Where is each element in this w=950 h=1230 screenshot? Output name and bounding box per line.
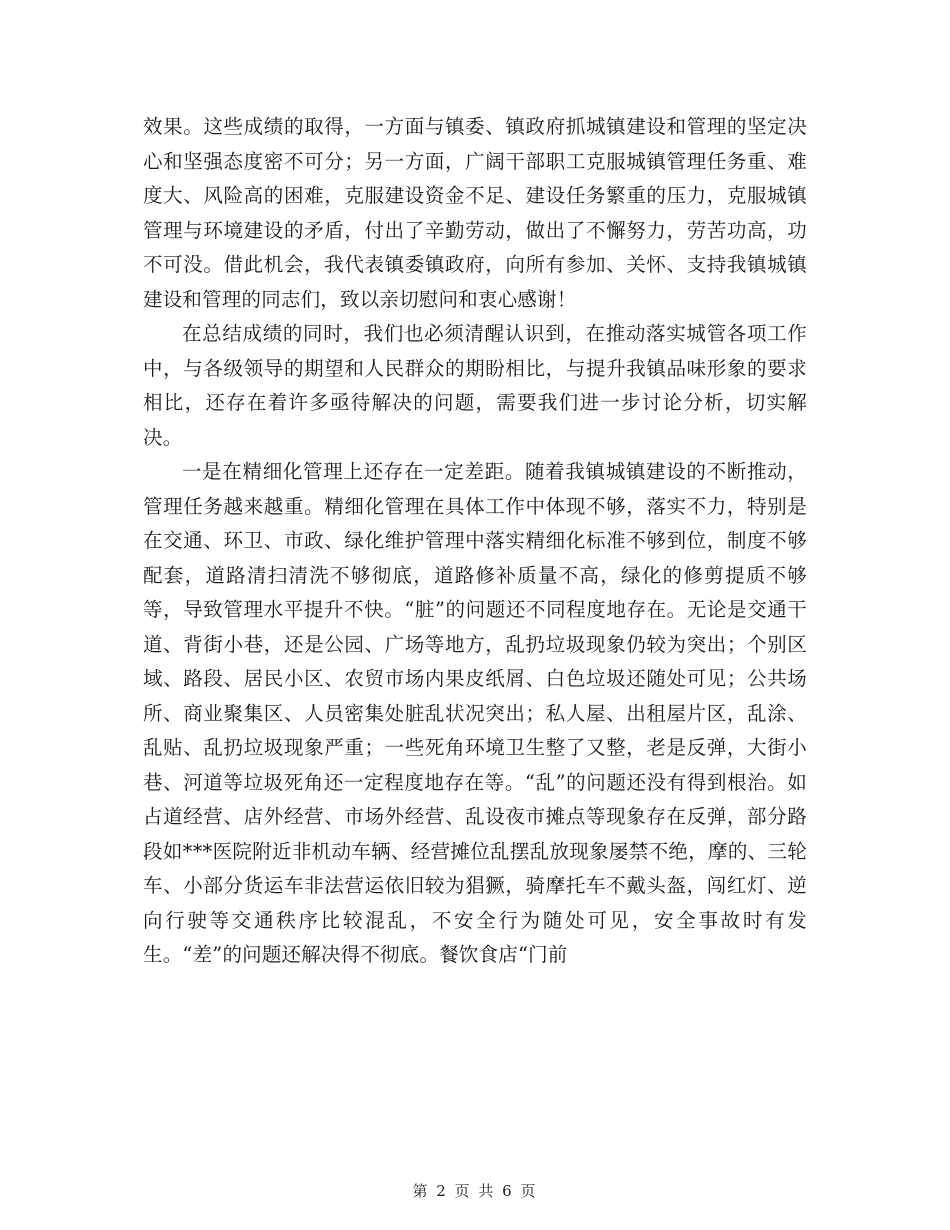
- paragraph-problems-intro: 在总结成绩的同时，我们也必须清醒认识到，在推动落实城管各项工作中，与各级领导的期望和人民群众的期盼相比，与提升我镇品味形象的要求相比，还存在着许多亟待解决的问题，需要我们进一步讨论分析，切实解决。: [143, 322, 807, 449]
- page-number-footer: 第 2 页 共 6 页: [412, 1182, 538, 1200]
- paragraph-acknowledgement: 效果。这些成绩的取得，一方面与镇委、镇政府抓城镇建设和管理的坚定决心和坚强态度密不可分；另一方面，广阔干部职工克服城镇管理任务重、难度大、风险高的困难，克服建设资金不足、建设任务繁重的压力，克服城镇管理与环境建设的矛盾，付出了辛勤劳动，做出了不懈努力，劳苦功高，功不可没。借此机会，我代表镇委镇政府，向所有参加、关怀、支持我镇城镇建设和管理的同志们，致以亲切慰问和衷心感谢！: [143, 115, 807, 311]
- paragraph-refined-management: 一是在精细化管理上还存在一定差距。随着我镇城镇建设的不断推动，管理任务越来越重。精细化管理在具体工作中体现不够，落实不力，特别是在交通、环卫、市政、绿化维护管理中落实精细化标准不够到位，制度不够配套，道路清扫清洗不够彻底，道路修补质量不高，绿化的修剪提质不够等，导致管理水平提升不快。“脏”的问题还不同程度地存在。无论是交通干道、背街小巷，还是公园、广场等地方，乱扔垃圾现象仍较为突出；个别区域、路段、居民小区、农贸市场内果皮纸屑、白色垃圾还随处可见；公共场所、商业聚集区、人员密集处脏乱状况突出；私人屋、出租屋片区，乱涂、乱贴、乱扔垃圾现象严重；一些死角环境卫生整了又整，老是反弹，大街小巷、河道等垃圾死角还一定程度地存在等。“乱”的问题还没有得到根治。如占道经营、店外经营、市场外经营、乱设夜市摊点等现象存在反弹，部分路段如***医院附近非机动车辆、经营摊位乱摆乱放现象屡禁不绝，摩的、三轮车、小部分货运车非法营运依旧较为猖獗，骑摩托车不戴头盔，闯红灯、逆向行驶等交通秩序比较混乱，不安全行为随处可见，安全事故时有发生。“差”的问题还解决得不彻底。餐饮食店“门前: [143, 460, 807, 966]
- document-body: [143, 110, 807, 973]
